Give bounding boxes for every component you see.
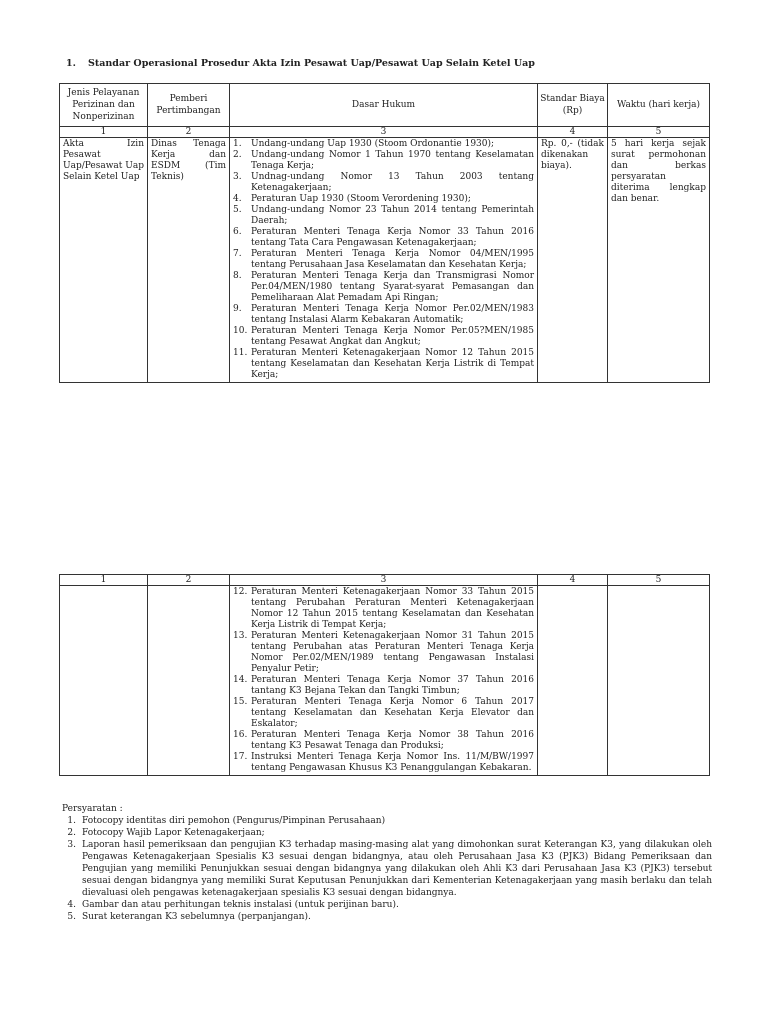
law-item-number: 8. xyxy=(233,271,242,281)
cost-cell-empty xyxy=(538,586,608,776)
law-item-number: 5. xyxy=(233,205,242,215)
table-header-row xyxy=(60,84,710,127)
requirement-item-text: Fotocopy Wajib Lapor Ketenagakerjaan; xyxy=(82,828,265,838)
law-item xyxy=(233,205,534,227)
col-number: 2 xyxy=(148,575,230,586)
sop-table-page2 xyxy=(59,574,710,776)
col-number: 3 xyxy=(230,575,538,586)
table-row xyxy=(60,138,710,383)
law-item xyxy=(233,304,534,326)
advisor-cell-empty xyxy=(148,586,230,776)
sop-table-page1 xyxy=(59,83,710,383)
legal-basis-list xyxy=(233,587,534,774)
col-number: 5 xyxy=(608,575,710,586)
law-item xyxy=(233,271,534,304)
section-heading xyxy=(66,58,535,69)
col-number: 3 xyxy=(230,127,538,138)
law-item-text: Instruksi Menteri Tenaga Kerja Nomor Ins. 11/M/BW/1997 tentang Pengawasan Khusus K3 Penanggulangan Kebakaran. xyxy=(251,752,534,773)
law-item-text: Peraturan Menteri Tenaga Kerja Nomor 38 Tahun 2016 tentang K3 Pesawat Tenaga dan Produksi; xyxy=(251,730,534,751)
col-number: 5 xyxy=(608,127,710,138)
law-item-text: Peraturan Menteri Tenaga Kerja dan Transmigrasi Nomor Per.04/MEN/1980 tentang Syarat-syarat Pemasangan dan Pemeliharaan Alat Pemadam Api Ringan; xyxy=(251,271,534,303)
requirement-item-text: Surat keterangan K3 sebelumnya (perpanjangan). xyxy=(82,912,311,922)
law-item-text: Peraturan Menteri Tenaga Kerja Nomor 04/MEN/1995 tentang Perusahaan Jasa Keselamatan dan Kesehatan Kerja; xyxy=(251,249,534,270)
requirement-item-text: Fotocopy identitas diri pemohon (Pengurus/Pimpinan Perusahaan) xyxy=(82,816,386,826)
law-item xyxy=(233,139,534,150)
law-item-text: Undang-undang Uap 1930 (Stoom Ordonantie 1930); xyxy=(251,139,495,149)
law-item-text: Peraturan Menteri Ketenagakerjaan Nomor 33 Tahun 2015 tentang Perubahan Peraturan Menteri Ketenagakerjaan Nomor 12 Tahun 2015 tentang Keselamatan dan Kesehatan Kerja Listrik di Tempat Kerja; xyxy=(251,587,534,630)
law-item xyxy=(233,730,534,752)
law-item-text: Undang-undang Nomor 23 Tahun 2014 tentang Pemerintah Daerah; xyxy=(251,205,534,226)
col-number: 4 xyxy=(538,575,608,586)
law-item-text: Peraturan Menteri Tenaga Kerja Nomor 6 Tahun 2017 tentang Keselamatan dan Kesehatan Kerja Elevator dan Eskalator; xyxy=(251,697,534,729)
law-item-text: Peraturan Menteri Ketenagakerjaan Nomor 12 Tahun 2015 tentang Keselamatan dan Kesehatan Kerja Listrik di Tempat Kerja; xyxy=(251,348,534,380)
law-item xyxy=(233,675,534,697)
requirement-item-number: 4. xyxy=(67,900,76,910)
law-item xyxy=(233,150,534,172)
law-item-number: 11. xyxy=(233,348,248,358)
law-item-number: 7. xyxy=(233,249,242,259)
law-item-number: 15. xyxy=(233,697,248,707)
requirement-item xyxy=(62,911,712,923)
law-item xyxy=(233,631,534,675)
law-item-text: Peraturan Menteri Tenaga Kerja Nomor Per.05?MEN/1985 tentang Pesawat Angkat dan Angkut; xyxy=(251,326,534,347)
law-item-number: 4. xyxy=(233,194,242,204)
law-item xyxy=(233,172,534,194)
law-item-text: Undang-undang Nomor 1 Tahun 1970 tentang Keselamatan Tenaga Kerja; xyxy=(251,150,534,171)
law-item xyxy=(233,326,534,348)
time-cell: 5 hari kerja sejak surat permohonan dan berkas persyaratan diterima lengkap dan benar. xyxy=(608,138,710,383)
law-item xyxy=(233,697,534,730)
requirement-item-number: 2. xyxy=(67,828,76,838)
law-item xyxy=(233,249,534,271)
col-number: 4 xyxy=(538,127,608,138)
law-item xyxy=(233,227,534,249)
law-item-text: Peraturan Menteri Tenaga Kerja Nomor Per.02/MEN/1983 tentang Instalasi Alarm Kebakaran Automatik; xyxy=(251,304,534,325)
col-header-cost: Standar Biaya (Rp) xyxy=(538,84,608,127)
law-item-text: Peraturan Menteri Tenaga Kerja Nomor 37 Tahun 2016 tantang K3 Bejana Tekan dan Tangki Timbun; xyxy=(251,675,534,696)
legal-basis-cell xyxy=(230,586,538,776)
law-item-text: Peraturan Menteri Ketenagakerjaan Nomor 31 Tahun 2015 tentang Perubahan atas Peraturan Menteri Tenaga Kerja Nomor Per.02/MEN/1989 tentang Pengawasan Instalasi Penyalur Petir; xyxy=(251,631,534,674)
advisor-cell: Dinas Tenaga Kerja dan ESDM (Tim Teknis) xyxy=(148,138,230,383)
requirement-item xyxy=(62,899,712,911)
law-item xyxy=(233,752,534,774)
legal-basis-list xyxy=(233,139,534,381)
law-item-text: Undnag-undang Nomor 13 Tahun 2003 tentang Ketenagakerjaan; xyxy=(251,172,534,193)
requirements-section xyxy=(62,803,712,923)
law-item-number: 2. xyxy=(233,150,242,160)
col-header-advisor: Pemberi Pertimbangan xyxy=(148,84,230,127)
legal-basis-cell xyxy=(230,138,538,383)
requirement-item xyxy=(62,839,712,899)
col-header-legal-basis: Dasar Hukum xyxy=(230,84,538,127)
law-item-number: 13. xyxy=(233,631,248,641)
column-number-row xyxy=(60,127,710,138)
section-number: 1. xyxy=(66,58,76,69)
law-item-text: Peraturan Menteri Tenaga Kerja Nomor 33 Tahun 2016 tentang Tata Cara Pengawasan Ketenagakerjaan; xyxy=(251,227,534,248)
law-item-number: 12. xyxy=(233,587,248,597)
requirement-item xyxy=(62,827,712,839)
column-number-row xyxy=(60,575,710,586)
requirement-item-number: 3. xyxy=(67,840,76,850)
requirements-list xyxy=(62,815,712,923)
law-item-number: 1. xyxy=(233,139,242,149)
law-item-number: 9. xyxy=(233,304,242,314)
law-item-number: 17. xyxy=(233,752,248,762)
law-item xyxy=(233,194,534,205)
law-item-number: 3. xyxy=(233,172,242,182)
law-item-number: 10. xyxy=(233,326,248,336)
law-item-number: 14. xyxy=(233,675,248,685)
law-item-number: 16. xyxy=(233,730,248,740)
requirement-item xyxy=(62,815,712,827)
time-cell-empty xyxy=(608,586,710,776)
law-item xyxy=(233,587,534,631)
cost-cell: Rp. 0,- (tidak dikenakan biaya). xyxy=(538,138,608,383)
requirement-item-number: 1. xyxy=(67,816,76,826)
requirement-item-text: Gambar dan atau perhitungan teknis instalasi (untuk perijinan baru). xyxy=(82,900,399,910)
law-item-number: 6. xyxy=(233,227,242,237)
requirement-item-text: Laporan hasil pemeriksaan dan pengujian K3 terhadap masing-masing alat yang dimohonkan surat Keterangan K3, yang dilakukan oleh Pengawas Ketenagakerjaan Spesialis K3 sesuai dengan bidangnya, atau oleh Perusahaan Jasa K3 (PJK3) Bidang Pemeriksaan dan Pengujian yang memiliki Penunjukkan sesuai dengan bidangnya yang dilakukan oleh Ahli K3 dari Perusahaan Jasa K3 (PJK3) tersebut sesuai dengan bidangnya yang memiliki Surat Keputusan Penunjukkan dari Kementerian Ketenagakerjaan yang masih berlaku dan telah dievaluasi oleh pengawas ketenagakerjaan spesialis K3 sesuai dengan bidangnya. xyxy=(82,840,712,898)
col-header-service: Jenis Pelayanan Perizinan dan Nonperizinan xyxy=(60,84,148,127)
col-header-time: Waktu (hari kerja) xyxy=(608,84,710,127)
col-number: 2 xyxy=(148,127,230,138)
requirements-title: Persyaratan : xyxy=(62,804,123,814)
table-row xyxy=(60,586,710,776)
col-number: 1 xyxy=(60,575,148,586)
law-item-text: Peraturan Uap 1930 (Stoom Verordening 1930); xyxy=(251,194,471,204)
service-cell-empty xyxy=(60,586,148,776)
col-number: 1 xyxy=(60,127,148,138)
law-item xyxy=(233,348,534,381)
requirement-item-number: 5. xyxy=(67,912,76,922)
service-cell: Akta Izin Pesawat Uap/Pesawat Uap Selain Ketel Uap xyxy=(60,138,148,383)
section-title: Standar Operasional Prosedur Akta Izin Pesawat Uap/Pesawat Uap Selain Ketel Uap xyxy=(88,58,535,69)
